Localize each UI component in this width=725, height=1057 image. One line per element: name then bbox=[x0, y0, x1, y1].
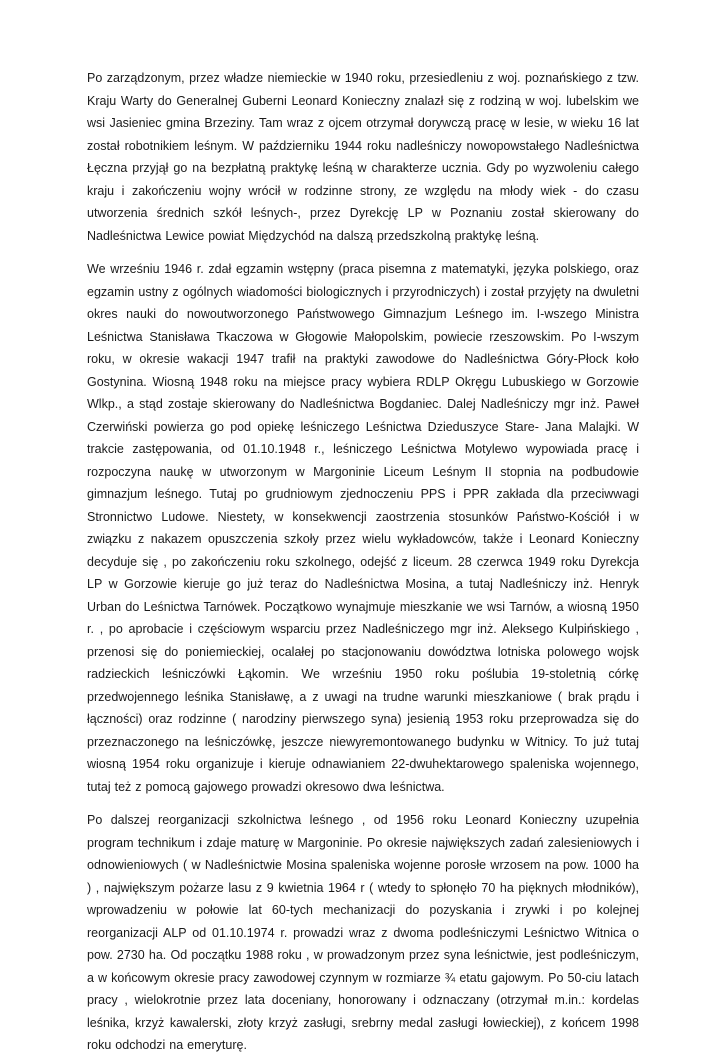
paragraph-later-career-and-retirement: Po dalszej reorganizacji szkolnictwa leśnego , od 1956 roku Leonard Konieczny uzupełnia program technikum i zdaje maturę w Margoninie. Po okresie największych zadań zalesieniowych i odnowieniowych ( w Nadleśnictwie Mosina spaleniska wojenne porosłe wrzosem na pow. 1000 ha ) , największym pożarze lasu z 9 kwietnia 1964 r ( wtedy to spłonęło 70 ha pięknych młodników), wprowadzeniu w połowie lat 60-tych mechanizacji do pozyskania i zrywki i po kolejnej reorganizacji ALP od 01.10.1974 r. prowadzi wraz z dwoma podleśniczymi Leśnictwo Witnica o pow. 2730 ha. Od początku 1988 roku , w prowadzonym przez syna leśnictwie, jest podleśniczym, a w końcowym okresie pracy zawodowej czynnym w rozmiarze ¾ etatu gajowym. Po 50-ciu latach pracy , wielokrotnie przez lata doceniany, honorowany i odznaczany (otrzymał m.in.: kordelas leśnika, krzyż kawalerski, złoty krzyż zasługi, srebrny medal zasługi łowieckiej), z końcem 1998 roku odchodzi na emeryturę. bbox=[87, 813, 639, 1052]
paragraph-education-and-career: We wrześniu 1946 r. zdał egzamin wstępny (praca pisemna z matematyki, języka polskiego, oraz egzamin ustny z ogólnych wiadomości biologicznych i przyrodniczych) i został przyjęty na dwuletni okres nauki do nowoutworzonego Państwowego Gimnazjum Leśnego im. I-wszego Ministra Leśnictwa Stanisława Tkaczowa w Głogowie Małopolskim, powiecie rzeszowskim. Po I-wszym roku, w okresie wakacji 1947 trafił na praktyki zawodowe do Nadleśnictwa Góry-Płock koło Gostynina. Wiosną 1948 roku na miejsce pracy wybiera RDLP Okręgu Lubuskiego w Gorzowie Wlkp., a stąd zostaje skierowany do Nadleśnictwa Bogdaniec. Dalej Nadleśniczy mgr inż. Paweł Czerwiński powierza go pod opiekę leśniczego Leśnictwa Dzieduszyce Stare- Jana Malajki. W trakcie zastępowania, od 01.10.1948 r., leśniczego Leśnictwa Motylewo wypowiada pracę i rozpoczyna naukę w utworzonym w Margoninie Liceum Leśnym II stopnia na podbudowie gimnazjum leśnego. Tutaj po grudniowym zjednoczeniu PPS i PPR zakłada dla przeciwwagi Stronnictwo Ludowe. Niestety, w konsekwencji zaostrzenia stosunków Państwo-Kościół i w związku z nakazem opuszczenia szkoły przez wielu wykładowców, także i Leonard Konieczny decyduje się , po zakończeniu roku szkolnego, odejść z liceum. 28 czerwca 1949 roku Dyrekcja LP w Gorzowie kieruje go już teraz do Nadleśnictwa Mosina, a tutaj Nadleśniczy inż. Henryk Urban do Leśnictwa Tarnówek. Początkowo wynajmuje mieszkanie we wsi Tarnów, a wiosną 1950 r. , po aprobacie i częściowym wsparciu przez Nadleśniczego mgr inż. Aleksego Kulpińskiego , przenosi się do poniemieckiej, ocalałej po stacjonowaniu dowództwa lotniska polowego wojsk radzieckich leśniczówki Łąkomin. We wrześniu 1950 roku poślubia 19-stoletnią córkę przedwojennego leśnika Stanisławę, a z uwagi na trudne warunki mieszkaniowe ( brak prądu i łączności) oraz rodzinne ( narodziny pierwszego syna) jesienią 1953 roku przeprowadza się do przeznaczonego na leśniczówkę, jeszcze niewyremontowanego budynku w Witnicy. To już tutaj wiosną 1954 roku organizuje i kieruje odnawianiem 22-dwuhektarowego spaleniska wojennego, tutaj też z pomocą gajowego prowadzi okresowo dwa leśnictwa. bbox=[87, 262, 639, 794]
paragraph-deportation-and-early-work: Po zarządzonym, przez władze niemieckie w 1940 roku, przesiedleniu z woj. poznańskiego z tzw. Kraju Warty do Generalnej Guberni Leonard Konieczny znalazł się z rodziną w woj. lubelskim we wsi Jasieniec gmina Brzeziny. Tam wraz z ojcem otrzymał dorywczą pracę w lesie, w wieku 16 lat został robotnikiem leśnym. W październiku 1944 roku nadleśniczy nowopowstałego Nadleśnictwa Łęczna przyjął go na bezpłatną praktykę leśną w charakterze ucznia. Gdy po wyzwoleniu całego kraju i zakończeniu wojny wrócił w rodzinne strony, ze względu na młody wiek - do czasu utworzenia średnich szkół leśnych-, przez Dyrekcję LP w Poznaniu został skierowany do Nadleśnictwa Lewice powiat Międzychód na dalszą przedszkolną praktykę leśną. bbox=[87, 71, 639, 243]
